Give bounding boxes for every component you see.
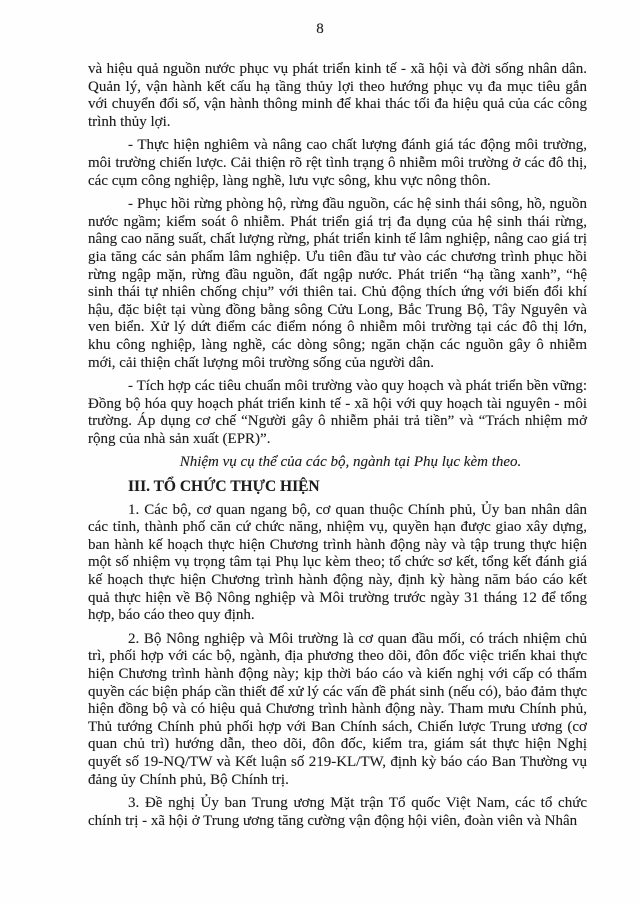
dash-item-paragraph: - Phục hồi rừng phòng hộ, rừng đầu nguồn, các hệ sinh thái sông, hồ, nguồn nước ngầm; kiểm soát ô nhiễm. Phát triển giá trị đa dụng của hệ sinh thái rừng, nâng cao năng suất, chất lượng rừng, phát triển kinh tế lâm nghiệp, nâng cao giá trị gia tăng các sản phẩm lâm nghiệp. Ưu tiên đầu tư vào các chương trình phục hồi rừng ngập mặn, rừng đầu nguồn, đất ngập nước. Phát triển “hạ tầng xanh”, “hệ sinh thái tự nhiên chống chịu” với thiên tai. Chủ động thích ứng với biến đổi khí hậu, đặc biệt tại vùng đồng bằng sông Cửu Long, Bắc Trung Bộ, Tây Nguyên và ven biển. Xử lý dứt điểm các điểm nóng ô nhiễm môi trường tại các đô thị lớn, khu công nghiệp, làng nghề, các dòng sông; ngăn chặn các nguồn gây ô nhiễm mới, cải thiện chất lượng môi trường sống của người dân. (88, 196, 587, 371)
dash-item-paragraph: - Thực hiện nghiêm và nâng cao chất lượng đánh giá tác động môi trường, môi trường chiến lược. Cải thiện rõ rệt tình trạng ô nhiễm môi trường ở các đô thị, các cụm công nghiệp, làng nghề, lưu vực sông, khu vực nông thôn. (88, 137, 587, 189)
body-paragraph-continuation: và hiệu quả nguồn nước phục vụ phát triển kinh tế - xã hội và đời sống nhân dân. Quản lý, vận hành kết cấu hạ tầng thủy lợi theo hướng phục vụ đa mục tiêu gắn với chuyển đổi số, vận hành thông minh để khai thác tối đa hiệu quả của các công trình thủy lợi. (88, 61, 587, 130)
italic-note-line: Nhiệm vụ cụ thể của các bộ, ngành tại Phụ lục kèm theo. (179, 454, 522, 471)
document-body (88, 61, 587, 830)
dash-item-paragraph: - Tích hợp các tiêu chuẩn môi trường vào quy hoạch và phát triển bền vững: Đồng bộ hóa quy hoạch phát triển kinh tế - xã hội với quy hoạch tài nguyên - môi trường. Áp dụng cơ chế “Người gây ô nhiễm phải trả tiền” và “Trách nhiệm mở rộng của nhà sản xuất (EPR)”. (88, 378, 587, 447)
numbered-paragraph: 2. Bộ Nông nghiệp và Môi trường là cơ quan đầu mối, có trách nhiệm chủ trì, phối hợp với các bộ, ngành, địa phương theo dõi, đôn đốc việc triển khai thực hiện Chương trình hành động này; kịp thời báo cáo và kiến nghị với cấp có thẩm quyền các biện pháp cần thiết để xử lý các vấn đề phát sinh (nếu có), bảo đảm thực hiện đồng bộ và có hiệu quả Chương trình hành động này. Tham mưu Chính phủ, Thủ tướng Chính phủ phối hợp với Ban Chính sách, Chiến lược Trung ương (cơ quan chủ trì) hướng dẫn, theo dõi, đôn đốc, kiểm tra, giám sát thực hiện Nghị quyết số 19-NQ/TW và Kết luận số 219-KL/TW, định kỳ báo cáo Ban Thường vụ đảng ủy Chính phủ, Bộ Chính trị. (88, 630, 587, 788)
page-number: 8 (316, 21, 324, 37)
numbered-paragraph: 3. Đề nghị Ủy ban Trung ương Mặt trận Tổ quốc Việt Nam, các tổ chức chính trị - xã hội ở Trung ương tăng cường vận động hội viên, đoàn viên và Nhân (88, 795, 587, 829)
section-heading: III. TỔ CHỨC THỰC HIỆN (128, 478, 320, 496)
numbered-paragraph: 1. Các bộ, cơ quan ngang bộ, cơ quan thuộc Chính phủ, Ủy ban nhân dân các tỉnh, thành phố căn cứ chức năng, nhiệm vụ, quyền hạn được giao xây dựng, ban hành kế hoạch thực hiện Chương trình hành động này và tập trung thực hiện một số nhiệm vụ trọng tâm tại Phụ lục kèm theo; tổ chức sơ kết, tổng kết đánh giá kế hoạch thực hiện Chương trình hành động này, định kỳ hàng năm báo cáo kết quả thực hiện về Bộ Nông nghiệp và Môi trường trước ngày 31 tháng 12 để tổng hợp, báo cáo theo quy định. (88, 501, 587, 624)
